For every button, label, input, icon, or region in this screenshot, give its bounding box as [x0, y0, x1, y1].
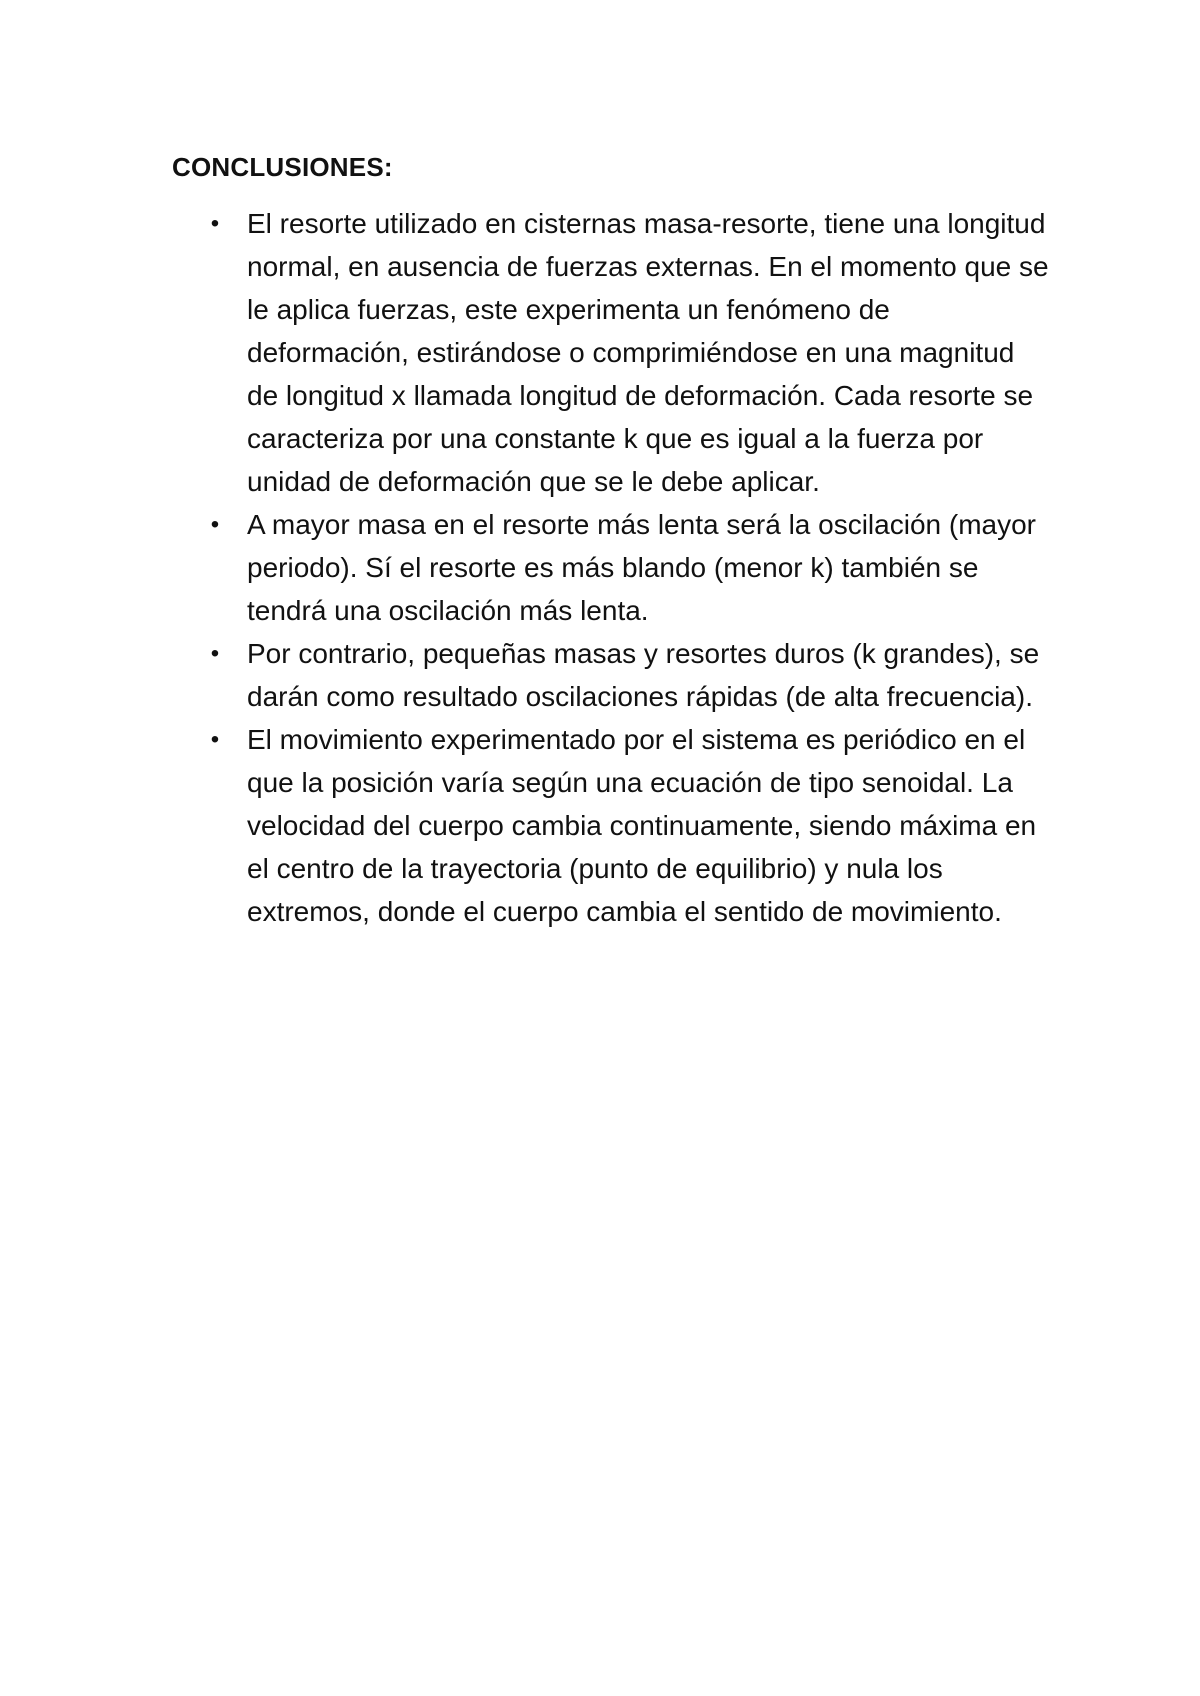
list-item [172, 503, 1052, 632]
list-item [172, 202, 1052, 503]
list-item-text: A mayor masa en el resorte más lenta será la oscilación (mayor periodo). Sí el resorte es más blando (menor k) también se tendrá una oscilación más lenta. [247, 509, 1036, 626]
conclusions-list [172, 202, 1052, 933]
list-item [172, 718, 1052, 933]
section-heading: CONCLUSIONES: [172, 152, 393, 182]
list-item-text: El resorte utilizado en cisternas masa-resorte, tiene una longitud normal, en ausencia de fuerzas externas. En el momento que se le aplica fuerzas, este experimenta un fenómeno de deformación, estirándose o comprimiéndose en una magnitud de longitud x llamada longitud de deformación. Cada resorte se caracteriza por una constante k que es igual a la fuerza por unidad de deformación que se le debe aplicar. [247, 208, 1049, 497]
list-item [172, 632, 1052, 718]
bullet-icon: • [210, 511, 220, 538]
list-item-text: El movimiento experimentado por el sistema es periódico en el que la posición varía según una ecuación de tipo senoidal. La velocidad del cuerpo cambia continuamente, siendo máxima en el centro de la trayectoria (punto de equilibrio) y nula los extremos, donde el cuerpo cambia el sentido de movimiento. [247, 724, 1037, 927]
list-item-text: Por contrario, pequeñas masas y resortes duros (k grandes), se darán como resultado oscilaciones rápidas (de alta frecuencia). [247, 638, 1040, 712]
bullet-icon: • [210, 726, 220, 753]
bullet-icon: • [210, 210, 220, 237]
bullet-icon: • [210, 640, 220, 667]
